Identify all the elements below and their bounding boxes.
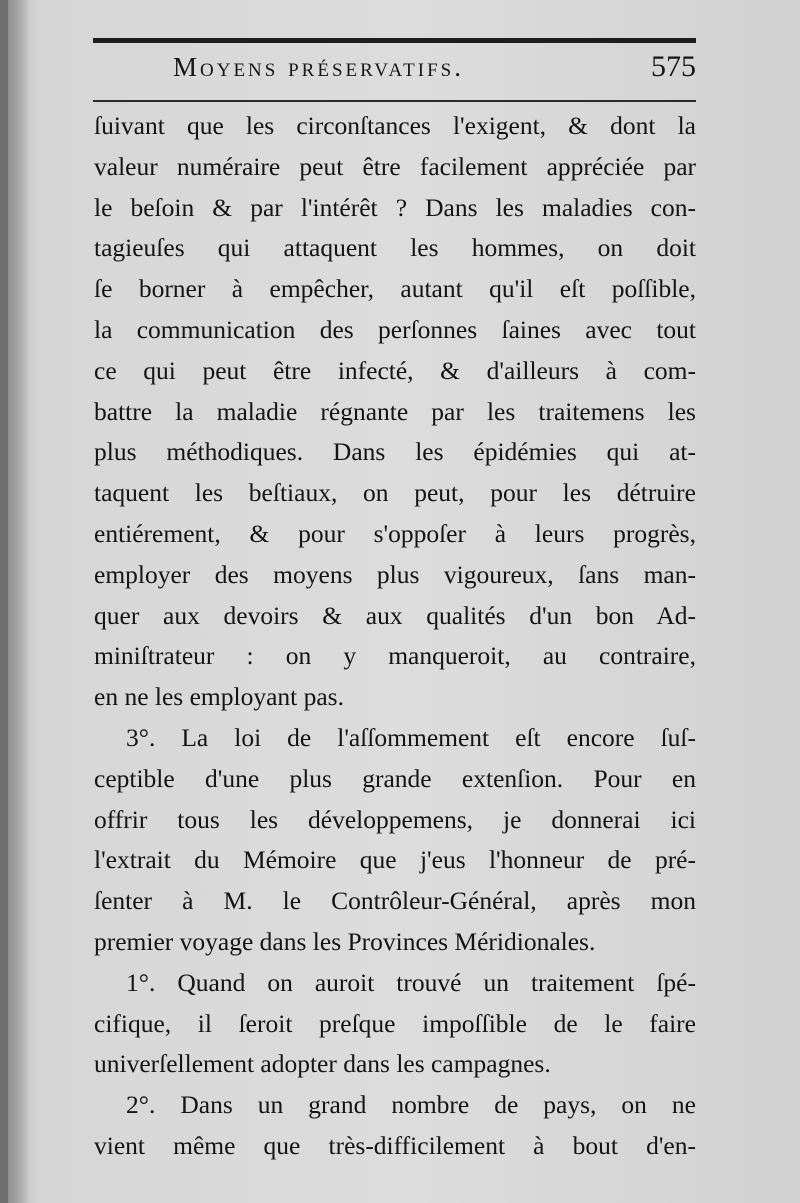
text-line: valeur numéraire peut être facilement appréciée par [94,151,696,181]
text-line: en ne les employant pas. [94,682,344,712]
running-head-title: Moyens préservatifs. [173,52,464,82]
body-text [94,106,696,1167]
page-number: 575 [651,50,696,83]
text-line: le beſoin & par l'intérêt ? Dans les maladies con- [94,192,696,222]
paragraph-first-line: 3°. La loi de l'aſſommement eſt encore ſuſ- [126,722,696,752]
text-line: ſenter à M. le Contrôleur-Général, après mon [94,886,696,916]
text-line: ceptible d'une plus grande extenſion. Pour en [94,763,696,793]
text-line: taquent les beſtiaux, on peut, pour les détruire [94,478,696,508]
text-line: premier voyage dans les Provinces Méridionales. [94,926,596,956]
paragraph-first-line: 2°. Dans un grand nombre de pays, on ne [126,1090,696,1120]
text-line: ſe borner à empêcher, autant qu'il eſt poſſible, [94,274,696,304]
text-line: miniſtrateur : on y manqueroit, au contraire, [94,641,696,671]
text-line: plus méthodiques. Dans les épidémies qui at- [94,437,696,467]
text-line: employer des moyens plus vigoureux, ſans man- [94,559,696,589]
book-page [8,0,800,1203]
paragraph-first-line: 1°. Quand on auroit trouvé un traitement ſpé- [126,967,696,997]
text-line: entiérement, & pour s'oppoſer à leurs progrès, [94,518,696,548]
text-line: univerſellement adopter dans les campagnes. [94,1049,551,1079]
text-line: l'extrait du Mémoire que j'eus l'honneur de pré- [94,845,696,875]
running-head [93,48,696,94]
text-line: ſuivant que les circonſtances l'exigent, & dont la [94,111,696,140]
text-line: vient même que très-difficilement à bout d'en- [94,1130,696,1160]
text-line: battre la maladie régnante par les traitemens les [94,396,696,426]
text-line: quer aux devoirs & aux qualités d'un bon Ad- [94,600,696,630]
text-line: ce qui peut être infecté, & d'ailleurs à com- [94,355,696,385]
text-line: offrir tous les développemens, je donnerai ici [94,804,696,834]
header-rule-top [93,38,696,43]
header-rule-bottom [93,100,696,102]
text-line: la communication des perſonnes ſaines avec tout [94,314,696,344]
text-line: tagieuſes qui attaquent les hommes, on doit [94,233,696,263]
text-line: cifique, il ſeroit preſque impoſſible de le faire [94,1008,696,1038]
gutter-shadow [8,0,30,1203]
